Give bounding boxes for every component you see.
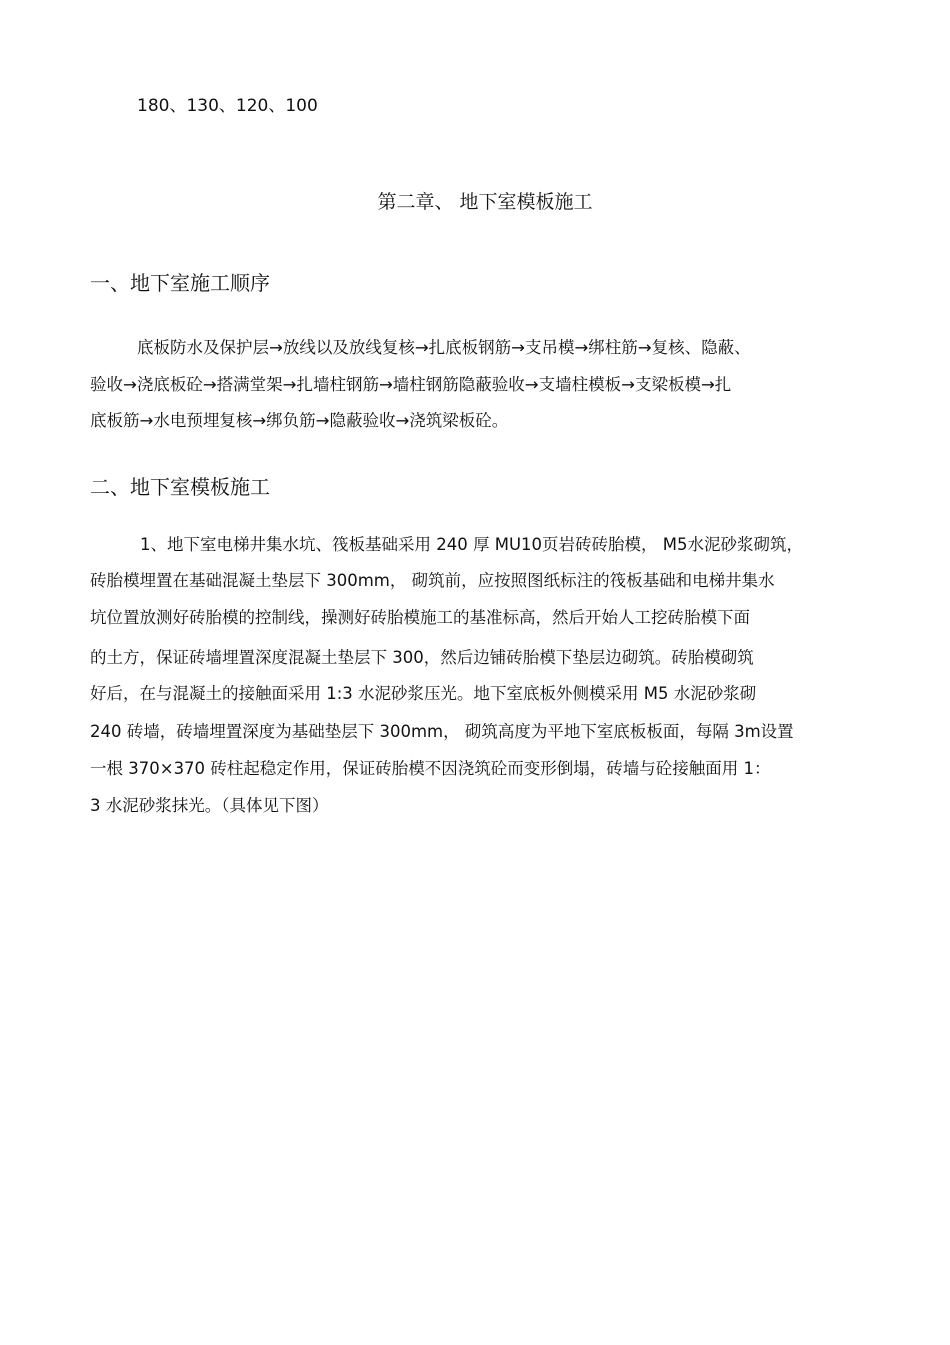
section1-line-2: 验收→浇底板砼→搭满堂架→扎墙柱钢筋→墙柱钢筋隐蔽验收→支墙柱模板→支梁板模→扎 xyxy=(90,375,732,394)
section1-heading: 一、地下室施工顺序 xyxy=(90,271,270,295)
section2-heading: 二、地下室模板施工 xyxy=(90,475,270,499)
section2-line-5: 好后，在与混凝土的接触面采用 1:3 水泥砂浆压光。地下室底板外侧模采用 M5 水泥砂浆砌 xyxy=(90,684,757,703)
section2-line-8: 3 水泥砂浆抹光。（具体见下图） xyxy=(90,796,329,815)
section2-line-6: 240 砖墙，砖墙埋置深度为基础垫层下 300mm， 砌筑高度为平地下室底板板面，每隔 3m设置 xyxy=(90,722,794,741)
section2-line-2: 砖胎模埋置在基础混凝土垫层下 300mm， 砌筑前，应按照图纸标注的筏板基础和电梯井集水 xyxy=(90,571,775,590)
section2-line-4: 的土方，保证砖墙埋置深度混凝土垫层下 300，然后边铺砖胎模下垫层边砌筑。砖胎模砌筑 xyxy=(90,648,754,667)
section2-line-7: 一根 370×370 砖柱起稳定作用，保证砖胎模不因浇筑砼而变形倒塌，砖墙与砼接触面用 1： xyxy=(90,759,771,778)
top-numbers-text: 180、130、120、100 xyxy=(137,96,318,116)
chapter-title: 第二章、 地下室模板施工 xyxy=(377,191,593,213)
section2-line-1: 1、地下室电梯井集水坑、筏板基础采用 240 厚 MU10页岩砖砖胎模， M5水泥砂浆砌筑， xyxy=(140,535,804,554)
section1-line-1: 底板防水及保护层→放线以及放线复核→扎底板钢筋→支吊模→绑柱筋→复核、隐蔽、 xyxy=(137,338,751,357)
section2-line-3: 坑位置放测好砖胎模的控制线，操测好砖胎模施工的基准标高，然后开始人工挖砖胎模下面 xyxy=(90,608,750,627)
section1-line-3: 底板筋→水电预埋复核→绑负筋→隐蔽验收→浇筑梁板砼。 xyxy=(90,411,509,430)
